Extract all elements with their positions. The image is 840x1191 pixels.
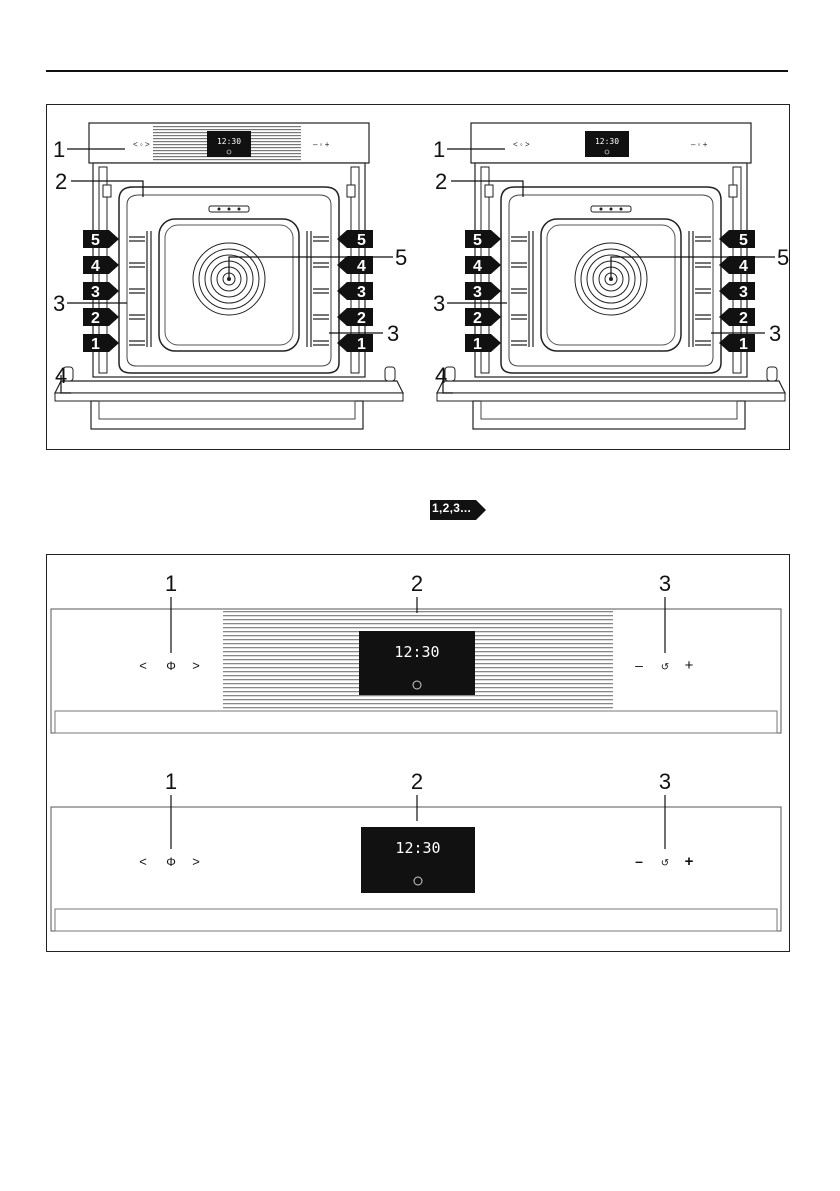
oven-display-time: 12:30 xyxy=(594,137,620,146)
shelf-3: 3 xyxy=(473,284,482,301)
panel-display-time: 12:30 xyxy=(395,839,441,857)
shelf-5: 5 xyxy=(739,232,748,249)
callout-3: 3 xyxy=(658,571,672,596)
callout-2: 2 xyxy=(55,169,68,194)
shelf-4: 4 xyxy=(91,258,100,275)
callout-1: 1 xyxy=(53,137,66,162)
shelf-1: 1 xyxy=(739,336,748,353)
back-button[interactable]: ↺ xyxy=(660,662,670,673)
callout-3: 3 xyxy=(769,321,782,346)
svg-text:– ◦ +: – ◦ + xyxy=(691,140,708,149)
step-tag xyxy=(430,500,488,520)
plus-button[interactable]: + xyxy=(684,657,694,674)
back-button[interactable]: ↺ xyxy=(660,858,670,869)
callout-2: 2 xyxy=(435,169,448,194)
shelf-5: 5 xyxy=(357,232,366,249)
panel-display-time: 12:30 xyxy=(394,643,440,661)
callout-1: 1 xyxy=(164,769,178,794)
shelf-3: 3 xyxy=(91,284,100,301)
svg-text:< ◦ >: < ◦ > xyxy=(513,140,530,149)
callout-2: 2 xyxy=(410,571,424,596)
control-panel-figure xyxy=(46,554,790,952)
next-button[interactable]: > xyxy=(192,658,200,673)
shelf-5: 5 xyxy=(91,232,100,249)
svg-text:– ◦ +: – ◦ + xyxy=(313,140,330,149)
power-button[interactable]: Φ xyxy=(166,659,176,673)
control-panel-striped xyxy=(51,609,781,733)
shelf-4: 4 xyxy=(357,258,366,275)
step-tag-label: 1,2,3... xyxy=(432,501,472,515)
shelf-2: 2 xyxy=(357,310,366,327)
svg-text:< ◦ >: < ◦ > xyxy=(133,140,150,149)
shelf-1: 1 xyxy=(91,336,100,353)
callout-2: 2 xyxy=(410,769,424,794)
control-panel-drawing xyxy=(47,555,789,951)
callout-5: 5 xyxy=(777,245,789,270)
callout-3: 3 xyxy=(433,291,446,316)
callout-3: 3 xyxy=(53,291,66,316)
callout-3: 3 xyxy=(387,321,400,346)
next-button[interactable]: > xyxy=(192,854,200,869)
power-button[interactable]: Φ xyxy=(166,855,176,869)
shelf-1: 1 xyxy=(357,336,366,353)
panel-display xyxy=(359,631,475,695)
panel-display xyxy=(361,827,475,893)
oven-figure-drawing xyxy=(47,105,789,449)
callout-1: 1 xyxy=(164,571,178,596)
shelf-5: 5 xyxy=(473,232,482,249)
shelf-2: 2 xyxy=(473,310,482,327)
oven-figure xyxy=(46,104,790,450)
shelf-1: 1 xyxy=(473,336,482,353)
shelf-2: 2 xyxy=(91,310,100,327)
header-rule xyxy=(46,70,788,72)
shelf-3: 3 xyxy=(357,284,366,301)
prev-button[interactable]: < xyxy=(139,854,147,869)
shelf-3: 3 xyxy=(739,284,748,301)
callout-3: 3 xyxy=(658,769,672,794)
minus-button[interactable]: – xyxy=(635,657,643,673)
control-panel-plain xyxy=(51,807,781,931)
callout-4: 4 xyxy=(55,363,68,388)
shelf-4: 4 xyxy=(739,258,748,275)
shelf-4: 4 xyxy=(473,258,482,275)
plus-button[interactable]: + xyxy=(684,853,694,870)
callout-4: 4 xyxy=(435,363,448,388)
prev-button[interactable]: < xyxy=(139,658,147,673)
callout-5: 5 xyxy=(395,245,408,270)
callout-1: 1 xyxy=(433,137,446,162)
oven-display-time: 12:30 xyxy=(216,137,242,146)
shelf-2: 2 xyxy=(739,310,748,327)
minus-button[interactable]: – xyxy=(635,853,643,869)
